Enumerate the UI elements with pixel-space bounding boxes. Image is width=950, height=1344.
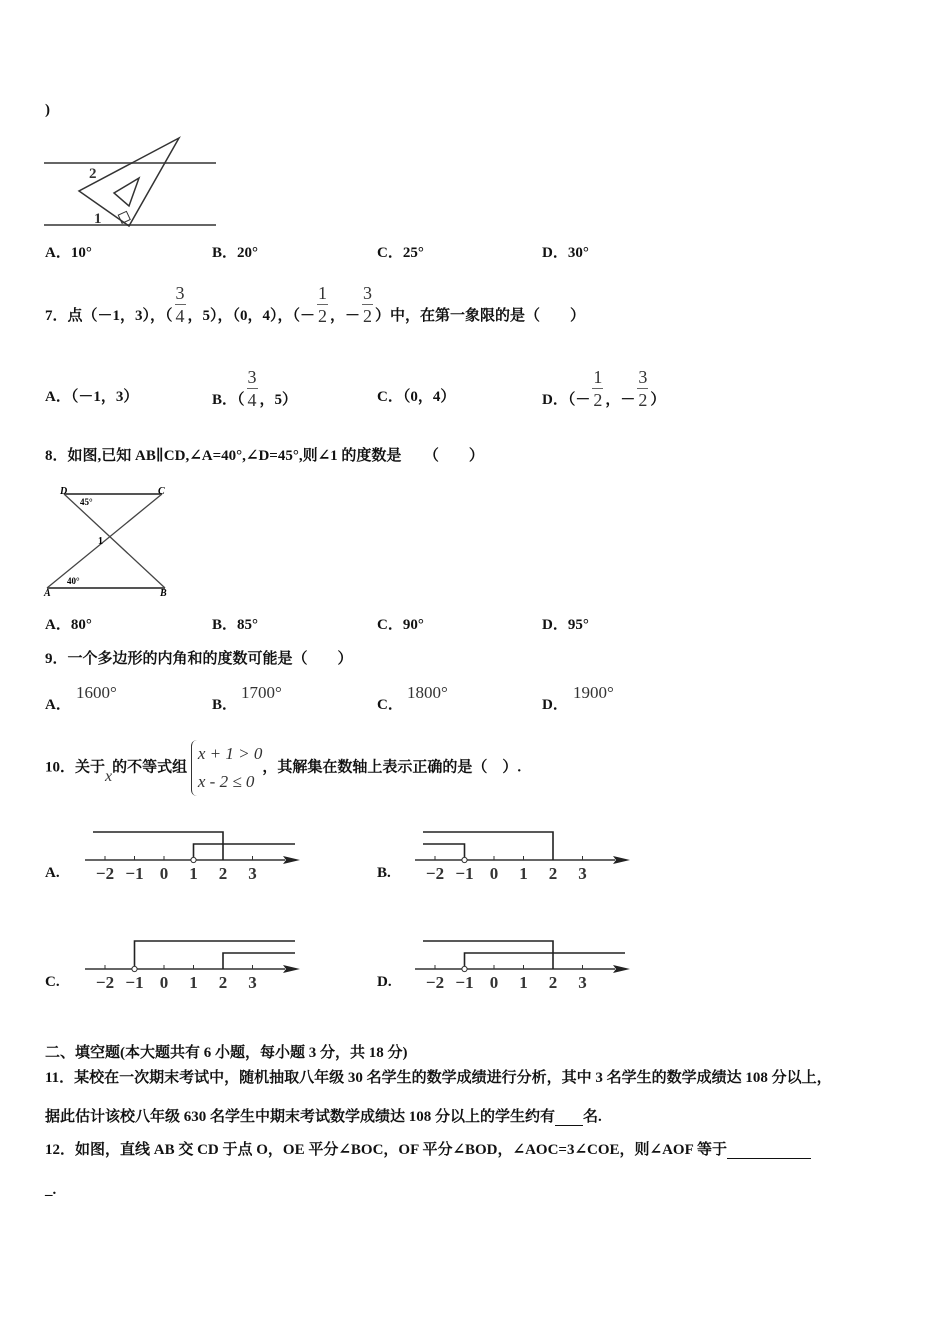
q8-stem: 8．如图,已知 AB∥CD,∠A=40°,∠D=45°,则∠1 的度数是 （ ） bbox=[45, 448, 484, 464]
tick-label: 0 bbox=[489, 864, 499, 883]
q6-option-b[interactable]: B．20° bbox=[212, 245, 259, 261]
svg-text:40°: 40° bbox=[67, 576, 80, 586]
q10-option-c-letter[interactable]: C. bbox=[45, 974, 60, 990]
q9-stem: 9．一个多边形的内角和的度数可能是（ ） bbox=[45, 651, 353, 667]
q9-option-c[interactable]: C． bbox=[377, 697, 403, 713]
tick-label: 2 bbox=[218, 864, 228, 883]
solution-ray bbox=[423, 844, 465, 860]
q9-option-b[interactable]: B． bbox=[212, 697, 238, 713]
q8-option-d[interactable]: D．95° bbox=[542, 617, 589, 633]
q8-option-a[interactable]: A．80° bbox=[45, 617, 92, 633]
tick-label: −2 bbox=[425, 864, 445, 883]
q10-stem: 10．关于x的不等式组 x + 1 > 0 x - 2 ≤ 0 ，其解集在数轴上表示正确的是（ ）. bbox=[45, 740, 521, 796]
arrow-icon bbox=[283, 965, 300, 973]
arrow-icon bbox=[613, 965, 630, 973]
tick-label: 0 bbox=[489, 973, 499, 992]
tick-label: −2 bbox=[95, 864, 115, 883]
q7-stem: 7．点（－1，3），（ $\frac{3}{4}$ ，5），（0，4），（－ $\frac{1}{2}$ ，－ $\frac{3}{2}$ ）中，在第一象限的是（ ） bbox=[45, 283, 586, 326]
q7-option-a[interactable]: A．（－1，3） bbox=[45, 389, 139, 405]
fraction: $\frac{3}{4}$ bbox=[175, 283, 185, 326]
q9-option-a[interactable]: A． bbox=[45, 697, 71, 713]
q8-option-c[interactable]: C．90° bbox=[377, 617, 424, 633]
q11-line-1: 11．某校在一次期末考试中，随机抽取八年级 30 名学生的数学成绩进行分析，其中 3 名学生的数学成绩达 108 分以上， bbox=[45, 1070, 832, 1086]
tick-label: 2 bbox=[548, 973, 558, 992]
q6-figure-triangle-ruler bbox=[44, 133, 219, 231]
open-point bbox=[462, 966, 467, 971]
tick-label: 0 bbox=[159, 973, 169, 992]
fraction: $\frac{3}{2}$ bbox=[363, 283, 373, 326]
tick-label: 2 bbox=[548, 864, 558, 883]
q10-option-c-number-line[interactable] bbox=[80, 935, 310, 995]
q12-line-1: 12．如图，直线 AB 交 CD 于点 O，OE 平分∠BOC，OF 平分∠BOD，∠AOC=3∠COE，则∠AOF 等于 bbox=[45, 1143, 811, 1159]
q7-option-c[interactable]: C．（0，4） bbox=[377, 389, 456, 405]
svg-text:45°: 45° bbox=[80, 497, 93, 507]
svg-text:A: A bbox=[44, 588, 51, 599]
open-point bbox=[132, 966, 137, 971]
q8-option-b[interactable]: B．85° bbox=[212, 617, 259, 633]
solution-ray bbox=[423, 832, 553, 860]
tick-label: −1 bbox=[455, 864, 474, 883]
q12-line-2: _. bbox=[45, 1182, 57, 1198]
solution-ray bbox=[93, 832, 223, 860]
q6-option-c[interactable]: C．25° bbox=[377, 245, 424, 261]
q10-option-a-number-line[interactable] bbox=[80, 826, 310, 886]
tick-label: 1 bbox=[519, 973, 528, 992]
open-point bbox=[462, 857, 467, 862]
tick-label: 1 bbox=[519, 864, 528, 883]
q9-option-d[interactable]: D． bbox=[542, 697, 568, 713]
solution-ray bbox=[423, 941, 553, 969]
tick-label: −1 bbox=[125, 973, 144, 992]
arrow-icon bbox=[613, 856, 630, 864]
q6-option-d[interactable]: D．30° bbox=[542, 245, 589, 261]
q10-option-b-number-line[interactable] bbox=[410, 826, 640, 886]
q7-option-b[interactable]: B．（ $\frac{3}{4}$ ，5） bbox=[212, 367, 298, 410]
q7-option-d[interactable]: D．（－ $\frac{1}{2}$ ，－ $\frac{3}{2}$ ） bbox=[542, 367, 666, 410]
exam-page: ) 2 1 A．10° B．20° C．25° D．30° 7．点（－1，3），（ $\frac{3}{4}$ ，5），（0，4），（－ $\frac{1}{2}$ ，－ $\frac{3}{2}$ ）中，在第一象限的是（ ） A．（－1，3） B．（ $\frac{3}{4}$ ，5） C．（0，4） D．（－ $\frac{1}{2}$ ，－ $\frac{3}{2}$ ） 8．如图,已知 AB∥CD,∠A=40°,∠D=45°,则∠1 的度数是 （ ） D C A B 45° 40° 1 A．80° B．85° C．90° D．95° 9．一个多边形的内角和的度数可能是（ ） A． 1600° B． 1700° C． 1800° D． 1900° 10．关于x的不等式组 x + 1 > 0 x - 2 ≤ 0 ，其解集在数轴上表示正确的是（ ）. A. −2 −1 0 1 2 3 B. −2 −1 0 1 2 3 C. −2 −1 0 1 2 3 D. −2 −1 0 1 2 3 二、填空题(本大题共有 6 小题，每小题 3 分，共 18 分) 11．某校在一次期末考试中，随机抽取八年级 30 名学生的数学成绩进行分析，其中 3 名学生的数学成绩达 108 分以上， 据此估计该校八年级 630 名学生中期末考试数学成绩达 108 分以上的学生约有 名. 12．如图，直线 AB 交 CD 于点 O，OE 平分∠BOC，OF 平分∠BOD，∠AOC=3∠COE，则∠AOF 等于 _. bbox=[0, 0, 950, 1344]
open-point bbox=[191, 857, 196, 862]
tick-label: 0 bbox=[159, 864, 169, 883]
q10-option-d-letter[interactable]: D. bbox=[377, 974, 392, 990]
tick-label: −1 bbox=[455, 973, 474, 992]
angle-2-label: 2 bbox=[89, 166, 97, 182]
tick-label: −2 bbox=[95, 973, 115, 992]
solution-ray bbox=[135, 941, 296, 969]
fraction: $\frac{1}{2}$ bbox=[318, 283, 328, 326]
tick-label: 3 bbox=[248, 864, 257, 883]
tick-label: −2 bbox=[425, 973, 445, 992]
tick-label: 3 bbox=[578, 973, 587, 992]
svg-text:B: B bbox=[160, 588, 167, 599]
tick-label: −1 bbox=[125, 864, 144, 883]
tick-label: 3 bbox=[248, 973, 257, 992]
tick-label: 1 bbox=[189, 973, 198, 992]
tick-label: 3 bbox=[578, 864, 587, 883]
svg-text:1: 1 bbox=[98, 536, 103, 547]
q8-figure-parallel-lines bbox=[42, 484, 177, 599]
q10-option-b-letter[interactable]: B. bbox=[377, 865, 391, 881]
q6-trailing-paren: ) bbox=[45, 102, 50, 118]
tick-label: 2 bbox=[218, 973, 228, 992]
q10-option-d-number-line[interactable] bbox=[410, 935, 640, 995]
q10-option-a-letter[interactable]: A. bbox=[45, 865, 60, 881]
tick-label: 1 bbox=[189, 864, 198, 883]
svg-text:D: D bbox=[60, 486, 68, 497]
q11-line-2: 据此估计该校八年级 630 名学生中期末考试数学成绩达 108 分以上的学生约有 名. bbox=[45, 1109, 602, 1125]
svg-text:C: C bbox=[158, 486, 165, 497]
answer-blank[interactable] bbox=[555, 1110, 583, 1126]
solution-ray bbox=[194, 844, 296, 860]
solution-ray bbox=[465, 953, 626, 969]
angle-1-label: 1 bbox=[94, 211, 102, 227]
q6-option-a[interactable]: A．10° bbox=[45, 245, 92, 261]
inequality-system: x + 1 > 0 x - 2 ≤ 0 bbox=[191, 740, 263, 796]
answer-blank[interactable] bbox=[727, 1143, 811, 1159]
section-2-title: 二、填空题(本大题共有 6 小题，每小题 3 分，共 18 分) bbox=[45, 1045, 408, 1061]
arrow-icon bbox=[283, 856, 300, 864]
